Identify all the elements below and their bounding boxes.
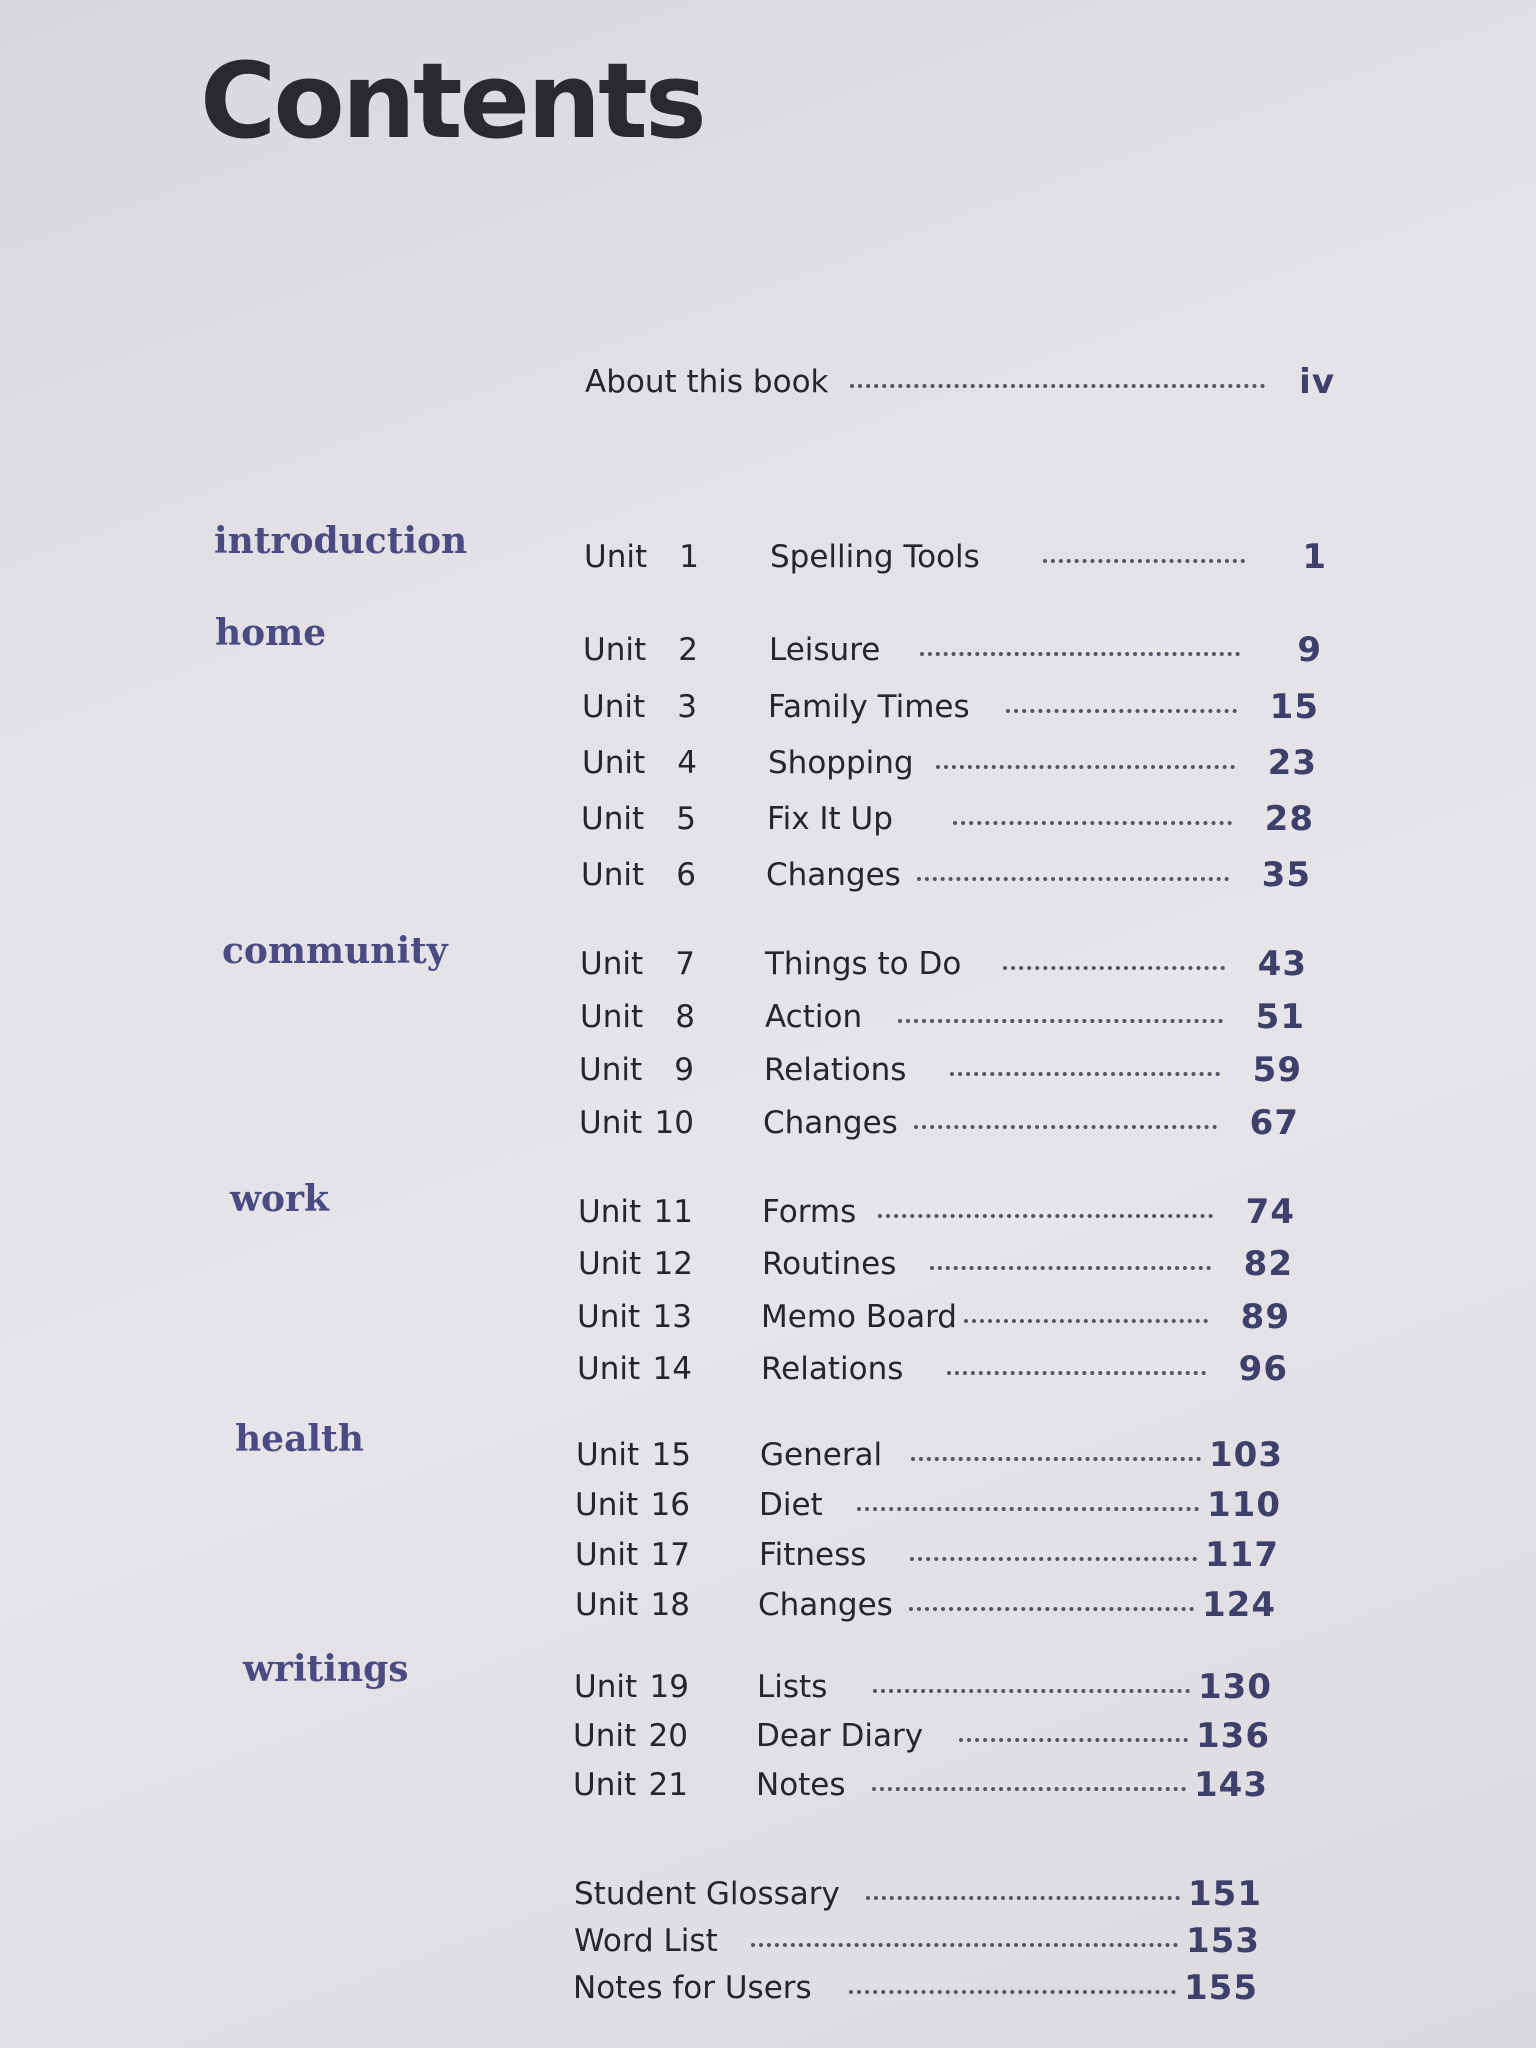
unit-title: Fix It Up [767,801,893,837]
unit-number: 15 [651,1437,691,1473]
unit-row [0,1583,1536,1627]
unit-number: 3 [677,689,697,725]
unit-label: Unit [584,539,648,575]
unit-label: Unit [583,632,647,668]
page-number: 96 [1238,1349,1288,1389]
unit-row [0,1714,1536,1758]
page-number: 136 [1196,1716,1270,1756]
page-number: iv [1299,362,1335,402]
section-label-work: work [230,1178,329,1220]
unit-row [0,995,1536,1039]
unit-title: Family Times [768,689,970,725]
page-number: 15 [1269,687,1319,727]
unit-title: Changes [766,857,901,893]
unit-label: Unit [582,745,646,781]
unit-label: Unit [580,999,644,1035]
dot-leader [751,1943,1178,1947]
unit-title: Routines [762,1246,897,1282]
dot-leader [849,1990,1176,1994]
back-matter-row [0,1872,1536,1916]
page-number: 143 [1194,1765,1268,1805]
page-number: 153 [1186,1921,1260,1961]
unit-row [0,1190,1536,1234]
unit-number: 13 [652,1299,692,1335]
page-number: 82 [1243,1244,1293,1284]
unit-row [0,1665,1536,1709]
unit-number: 12 [653,1246,693,1282]
unit-label: Unit [576,1437,640,1473]
unit-label: Unit [573,1718,637,1754]
dot-leader [872,1787,1186,1791]
dot-leader [850,384,1265,388]
unit-row [0,1763,1536,1807]
unit-label: Unit [581,801,645,837]
page-number: 1 [1302,537,1327,577]
unit-row [0,1101,1536,1145]
unit-row [0,741,1536,785]
unit-title: General [760,1437,883,1473]
page-number: 110 [1207,1485,1281,1525]
unit-title: Leisure [769,632,881,668]
unit-number: 7 [675,946,695,982]
page-number: 9 [1297,630,1322,670]
unit-title: Relations [761,1351,904,1387]
section-label-introduction: introduction [214,520,468,562]
unit-row [0,685,1536,729]
unit-label: Unit [578,1246,642,1282]
unit-title: Dear Diary [756,1718,924,1754]
entry-title: Notes for Users [573,1970,812,2006]
dot-leader [914,1125,1217,1129]
unit-number: 19 [649,1669,689,1705]
entry-title: Word List [574,1923,718,1959]
page-number: 59 [1252,1050,1302,1090]
unit-row [0,1533,1536,1577]
entry-title: Student Glossary [574,1876,840,1912]
unit-title: Diet [759,1487,823,1523]
dot-leader [878,1214,1213,1218]
unit-title: Forms [762,1194,857,1230]
dot-leader [953,821,1232,825]
unit-label: Unit [577,1351,641,1387]
unit-number: 8 [675,999,695,1035]
page-number: 35 [1261,855,1311,895]
dot-leader [917,877,1229,881]
unit-label: Unit [578,1194,642,1230]
unit-label: Unit [575,1487,639,1523]
unit-label: Unit [579,1105,643,1141]
unit-label: Unit [581,857,645,893]
unit-number: 18 [650,1587,690,1623]
dot-leader [920,652,1240,656]
dot-leader [911,1457,1201,1461]
unit-label: Unit [577,1299,641,1335]
unit-number: 14 [652,1351,692,1387]
dot-leader [964,1319,1208,1323]
unit-title: Shopping [768,745,914,781]
dot-leader [1003,966,1225,970]
page-number: 23 [1267,743,1317,783]
unit-number: 16 [650,1487,690,1523]
show-through-text [830,90,865,218]
dot-leader [910,1557,1197,1561]
unit-row [0,797,1536,841]
unit-number: 6 [676,857,696,893]
page-number: 155 [1184,1968,1258,2008]
unit-title: Lists [757,1669,828,1705]
unit-title: Memo Board [761,1299,957,1335]
dot-leader [898,1019,1223,1023]
unit-number: 20 [648,1718,688,1754]
page-number: 67 [1249,1103,1299,1143]
page-number: 130 [1198,1667,1272,1707]
unit-row [0,628,1536,672]
back-matter-row [0,1966,1536,2010]
unit-title: Spelling Tools [770,539,980,575]
dot-leader [959,1738,1188,1742]
unit-row [0,853,1536,897]
dot-leader [857,1507,1199,1511]
unit-number: 21 [648,1767,688,1803]
unit-label: Unit [580,946,644,982]
unit-label: Unit [573,1767,637,1803]
unit-title: Fitness [759,1537,867,1573]
unit-label: Unit [579,1052,643,1088]
page-number: 151 [1188,1874,1262,1914]
unit-number: 10 [654,1105,694,1141]
unit-label: Unit [582,689,646,725]
page-number: 74 [1245,1192,1295,1232]
section-label-community: community [222,930,448,972]
unit-row [0,1242,1536,1286]
dot-leader [930,1266,1211,1270]
unit-row [0,1483,1536,1527]
unit-row [0,1048,1536,1092]
dot-leader [1043,559,1245,563]
unit-label: Unit [575,1537,639,1573]
section-label-home: home [215,612,327,654]
dot-leader [936,765,1235,769]
page-title: Contents [200,40,704,162]
dot-leader [866,1896,1180,1900]
page-number: 89 [1240,1297,1290,1337]
unit-number: 2 [678,632,698,668]
unit-row [0,942,1536,986]
dot-leader [950,1072,1220,1076]
dot-leader [947,1371,1206,1375]
unit-title: Changes [763,1105,898,1141]
section-label-writings: writings [243,1648,409,1690]
unit-row [0,1347,1536,1391]
unit-number: 4 [677,745,697,781]
back-matter-row [0,1919,1536,1963]
page-number: 28 [1264,799,1314,839]
unit-row [0,535,1536,579]
unit-row [0,1433,1536,1477]
unit-title: Relations [764,1052,907,1088]
unit-title: Changes [758,1587,893,1623]
unit-number: 5 [676,801,696,837]
unit-number: 1 [679,539,699,575]
page-number: 43 [1257,944,1307,984]
unit-title: Action [765,999,863,1035]
unit-title: Notes [756,1767,846,1803]
entry-title: About this book [585,364,829,400]
dot-leader [1006,709,1237,713]
unit-number: 9 [674,1052,694,1088]
unit-row [0,1295,1536,1339]
page-number: 103 [1209,1435,1283,1475]
unit-number: 17 [650,1537,690,1573]
page-number: 51 [1255,997,1305,1037]
unit-label: Unit [574,1669,638,1705]
section-label-health: health [235,1418,364,1460]
front-matter-row [0,360,1536,404]
page-number: 117 [1205,1535,1279,1575]
dot-leader [909,1607,1194,1611]
page-number: 124 [1202,1585,1276,1625]
dot-leader [873,1689,1190,1693]
unit-number: 11 [653,1194,693,1230]
unit-label: Unit [575,1587,639,1623]
unit-title: Things to Do [765,946,962,982]
